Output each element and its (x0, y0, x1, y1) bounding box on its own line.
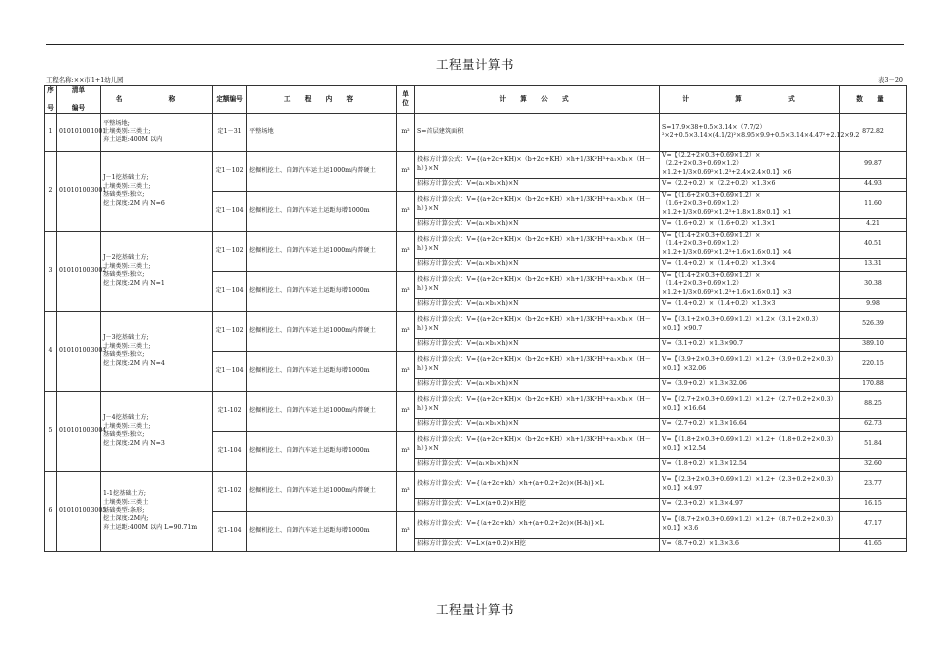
formula-cell: 投标方计算公式：V={(a+2c+KH)×（b+2c+KH）×h+1/3K²H³+a₁×b₁×（H－h）}×N (415, 151, 660, 178)
qty-cell: 88.25 (840, 391, 907, 418)
qty-cell: 32.60 (840, 458, 907, 471)
header-quota-no: 定额编号 (213, 86, 247, 114)
qty-cell: 44.93 (840, 178, 907, 191)
qty-cell: 62.73 (840, 418, 907, 431)
formula-cell: S=首层建筑面积 (415, 113, 660, 151)
qty-cell: 13.31 (840, 258, 907, 271)
header-formula: 计 算 公 式 (415, 86, 660, 114)
formula-cell: 投标方计算公式：V={(a+2c+KH)×（b+2c+KH）×h+1/3K²H³+a₁×b₁×（H－h）}×N (415, 231, 660, 258)
quota-cell: 定1-104 (213, 431, 247, 471)
calc-cell: V=【（3.9+2×0.3+0.69×1.2）×1.2+（3.9+0.2+2×0.3）×0.1】×32.06 (660, 351, 840, 378)
qty-cell: 47.17 (840, 511, 907, 538)
seq-cell: 3 (45, 231, 57, 311)
header-unit: 单位 (397, 86, 415, 114)
work-cell: 挖掘机挖土、自卸汽车运土运1000m内普硬土 (247, 391, 397, 431)
calc-cell: V=（8.7+0.2）×1.3×3.6 (660, 538, 840, 551)
quota-cell: 定1-104 (213, 511, 247, 551)
formula-cell: 招标方计算公式：V=(a₁×b₁×h)×N (415, 258, 660, 271)
qty-cell: 4.21 (840, 218, 907, 231)
work-cell: 挖掘机挖土、自卸汽车运土运距每增1000m (247, 511, 397, 551)
unit-cell: m³ (397, 431, 415, 471)
code-cell: 010101003001 (57, 151, 101, 231)
qty-cell: 526.39 (840, 311, 907, 338)
name-cell: J－3挖基础土方; 土壤类别:三类土; 基础类型:独立; 挖土深度:2M 内 N=4 (101, 311, 213, 391)
header-work-content: 工 程 内 容 (247, 86, 397, 114)
calc-cell: V=【（2.2+2×0.3+0.69×1.2）×（2.2+2×0.3+0.69×1.2）×1.2+1/3×0.69²×1.2³+2.4×2.4×0.1】×6 (660, 151, 840, 178)
quota-cell: 定1－104 (213, 191, 247, 231)
work-cell: 挖掘机挖土、自卸汽车运土运1000m内普硬土 (247, 311, 397, 351)
unit-cell: m³ (397, 391, 415, 431)
seq-cell: 5 (45, 391, 57, 471)
code-cell: 010101001001 (57, 113, 101, 151)
formula-cell: 招标方计算公式：V=L×(a+0.2)×H挖 (415, 538, 660, 551)
formula-cell: 投标方计算公式：V={（a+2c+kh）×h+(a+0.2+2c)×(H-h)}×L (415, 511, 660, 538)
seq-cell: 1 (45, 113, 57, 151)
formula-cell: 投标方计算公式：V={(a+2c+KH)×（b+2c+KH）×h+1/3K²H³+a₁×b₁×（H－h）}×N (415, 191, 660, 218)
formula-cell: 投标方计算公式：V={(a+2c+KH)×（b+2c+KH）×h+1/3K²H³+a₁×b₁×（H－h）}×N (415, 391, 660, 418)
quantity-calculation-table (44, 85, 907, 552)
calc-cell: V=【（2.3+2×0.3+0.69×1.2）×1.2+（2.3+0.2+2×0.3）×0.1】×4.97 (660, 471, 840, 498)
formula-cell: 招标方计算公式：V=(a₁×b₁×h)×N (415, 338, 660, 351)
unit-cell: m³ (397, 231, 415, 271)
quota-cell: 定1－102 (213, 151, 247, 191)
unit-cell: m³ (397, 471, 415, 511)
unit-cell: m³ (397, 191, 415, 231)
name-cell: J－4挖基础土方; 土壤类别:三类土; 基础类型:独立; 挖土深度:2M 内 N=3 (101, 391, 213, 471)
project-name: 工程名称:××市1+1幼儿园 (46, 76, 124, 84)
header-code: 清单 编号 (57, 86, 101, 114)
unit-cell: m³ (397, 271, 415, 311)
qty-cell: 51.84 (840, 431, 907, 458)
calc-cell: V=【（2.7+2×0.3+0.69×1.2）×1.2+（2.7+0.2+2×0.3）×0.1】×16.64 (660, 391, 840, 418)
calc-cell: V=（1.4+0.2）×（1.4+0.2）×1.3×3 (660, 298, 840, 311)
quota-cell: 定1－104 (213, 271, 247, 311)
unit-cell: m³ (397, 311, 415, 351)
header-name: 名 称 (101, 86, 213, 114)
quota-cell: 定1－102 (213, 231, 247, 271)
qty-cell: 30.38 (840, 271, 907, 298)
top-rule (46, 44, 904, 45)
work-cell: 挖掘机挖土、自卸汽车运土运1000m内普硬土 (247, 151, 397, 191)
table-number: 表3－20 (878, 76, 903, 84)
name-cell: 1-1挖基础土方; 土壤类别:三类土 基础类型:条形; 挖土深度:2M内; 弃土运距:400M 以内 L=90.71m (101, 471, 213, 551)
header-calculation: 计 算 式 (660, 86, 840, 114)
qty-cell: 41.65 (840, 538, 907, 551)
work-cell: 挖掘机挖土、自卸汽车运土运距每增1000m (247, 431, 397, 471)
calc-cell: V=（1.4+0.2）×（1.4+0.2）×1.3×4 (660, 258, 840, 271)
table-row (45, 231, 907, 258)
name-cell: J－1挖基础土方; 土壤类别:三类土; 基础类型:独立; 挖土深度:2M 内 N=6 (101, 151, 213, 231)
calc-cell: V=（3.9+0.2）×1.3×32.06 (660, 378, 840, 391)
calc-cell: V=【（1.6+2×0.3+0.69×1.2）×（1.6+2×0.3+0.69×1.2）×1.2+1/3×0.69²×1.2³+1.8×1.8×0.1】×1 (660, 191, 840, 218)
calc-cell: V=（1.6+0.2）×（1.6+0.2）×1.3×1 (660, 218, 840, 231)
qty-cell: 11.60 (840, 191, 907, 218)
quota-cell: 定1-102 (213, 391, 247, 431)
qty-cell: 16.15 (840, 498, 907, 511)
qty-cell: 9.98 (840, 298, 907, 311)
code-cell: 010101003005 (57, 471, 101, 551)
qty-cell: 389.10 (840, 338, 907, 351)
table-row (45, 471, 907, 498)
quota-cell: 定1－102 (213, 311, 247, 351)
table-row (45, 391, 907, 418)
footer-title: 工程量计算书 (435, 602, 514, 617)
quota-cell: 定1-102 (213, 471, 247, 511)
formula-cell: 招标方计算公式：V=(a₁×b₁×h)×N (415, 418, 660, 431)
calc-cell: V=（3.1+0.2）×1.3×90.7 (660, 338, 840, 351)
qty-cell: 99.87 (840, 151, 907, 178)
formula-cell: 招标方计算公式：V=(a₁×b₁×h)×N (415, 458, 660, 471)
work-cell: 挖掘机挖土、自卸汽车运土运1000m内普硬土 (247, 231, 397, 271)
calc-cell: S=17.9×38+0.5×3.14×（7.7/2）²×2+0.5×3.14×(4.1/2)²×8.95×9.9+0.5×3.14×4.47²+2.12×9.2 (660, 113, 840, 151)
page-title: 工程量计算书 (435, 57, 514, 72)
calc-cell: V=【（8.7+2×0.3+0.69×1.2）×1.2+（8.7+0.2+2×0.3）×0.1】×3.6 (660, 511, 840, 538)
qty-cell: 40.51 (840, 231, 907, 258)
quota-cell: 定1－104 (213, 351, 247, 391)
work-cell: 平整场地 (247, 113, 397, 151)
work-cell: 挖掘机挖土、自卸汽车运土运距每增1000m (247, 351, 397, 391)
quota-cell: 定1－31 (213, 113, 247, 151)
unit-cell: m² (397, 113, 415, 151)
table-row (45, 151, 907, 178)
formula-cell: 投标方计算公式：V={(a+2c+KH)×（b+2c+KH）×h+1/3K²H³+a₁×b₁×（H－h）}×N (415, 311, 660, 338)
header-quantity: 数 量 (840, 86, 907, 114)
formula-cell: 投标方计算公式：V={（a+2c+kh）×h+(a+0.2+2c)×(H-h)}×L (415, 471, 660, 498)
formula-cell: 招标方计算公式：V=L×(a+0.2)×H挖 (415, 498, 660, 511)
formula-cell: 投标方计算公式：V={(a+2c+KH)×（b+2c+KH）×h+1/3K²H³+a₁×b₁×（H－h）}×N (415, 431, 660, 458)
header-seq: 序 号 (45, 86, 57, 114)
unit-cell: m³ (397, 351, 415, 391)
calc-cell: V=（1.8+0.2）×1.3×12.54 (660, 458, 840, 471)
formula-cell: 投标方计算公式：V={(a+2c+KH)×（b+2c+KH）×h+1/3K²H³+a₁×b₁×（H－h）}×N (415, 351, 660, 378)
qty-cell: 170.88 (840, 378, 907, 391)
table-row (45, 113, 907, 151)
unit-cell: m³ (397, 151, 415, 191)
calc-cell: V=（2.3+0.2）×1.3×4.97 (660, 498, 840, 511)
table-header-row (45, 86, 907, 114)
table-row (45, 311, 907, 338)
unit-cell: m³ (397, 511, 415, 551)
work-cell: 挖掘机挖土、自卸汽车运土运1000m内普硬土 (247, 471, 397, 511)
name-cell: 平整场地; 土壤类别:三类土; 弃土运距:400M 以内 (101, 113, 213, 151)
calc-cell: V=【（1.8+2×0.3+0.69×1.2）×1.2+（1.8+0.2+2×0.3）×0.1】×12.54 (660, 431, 840, 458)
work-cell: 挖掘机挖土、自卸汽车运土运距每增1000m (247, 191, 397, 231)
code-cell: 010101003002 (57, 231, 101, 311)
qty-cell: 23.77 (840, 471, 907, 498)
code-cell: 010101003003 (57, 311, 101, 391)
seq-cell: 2 (45, 151, 57, 231)
qty-cell: 220.15 (840, 351, 907, 378)
seq-cell: 6 (45, 471, 57, 551)
calc-cell: V=【（3.1+2×0.3+0.69×1.2）×1.2×（3.1+2×0.3）×0.1】×90.7 (660, 311, 840, 338)
calc-cell: V=（2.2+0.2）×（2.2+0.2）×1.3×6 (660, 178, 840, 191)
formula-cell: 投标方计算公式：V={(a+2c+KH)×（b+2c+KH）×h+1/3K²H³+a₁×b₁×（H－h）}×N (415, 271, 660, 298)
calc-cell: V=【（1.4+2×0.3+0.69×1.2）×（1.4+2×0.3+0.69×1.2）×1.2+1/3×0.69²×1.2³+1.6×1.6×0.1】×3 (660, 271, 840, 298)
calc-cell: V=（2.7+0.2）×1.3×16.64 (660, 418, 840, 431)
formula-cell: 招标方计算公式：V=(a₁×b₁×h)×N (415, 218, 660, 231)
name-cell: J－2挖基础土方; 土壤类别:三类土; 基础类型:独立; 挖土深度:2M 内 N=1 (101, 231, 213, 311)
formula-cell: 招标方计算公式：V=(a₁×b₁×h)×N (415, 178, 660, 191)
formula-cell: 招标方计算公式：V=(a₁×b₁×h)×N (415, 378, 660, 391)
work-cell: 挖掘机挖土、自卸汽车运土运距每增1000m (247, 271, 397, 311)
calc-cell: V=【（1.4+2×0.3+0.69×1.2）×（1.4+2×0.3+0.69×1.2）×1.2+1/3×0.69²×1.2³+1.6×1.6×0.1】×4 (660, 231, 840, 258)
code-cell: 010101003004 (57, 391, 101, 471)
formula-cell: 招标方计算公式：V=(a₁×b₁×h)×N (415, 298, 660, 311)
qty-cell: 872.82 (840, 113, 907, 151)
seq-cell: 4 (45, 311, 57, 391)
